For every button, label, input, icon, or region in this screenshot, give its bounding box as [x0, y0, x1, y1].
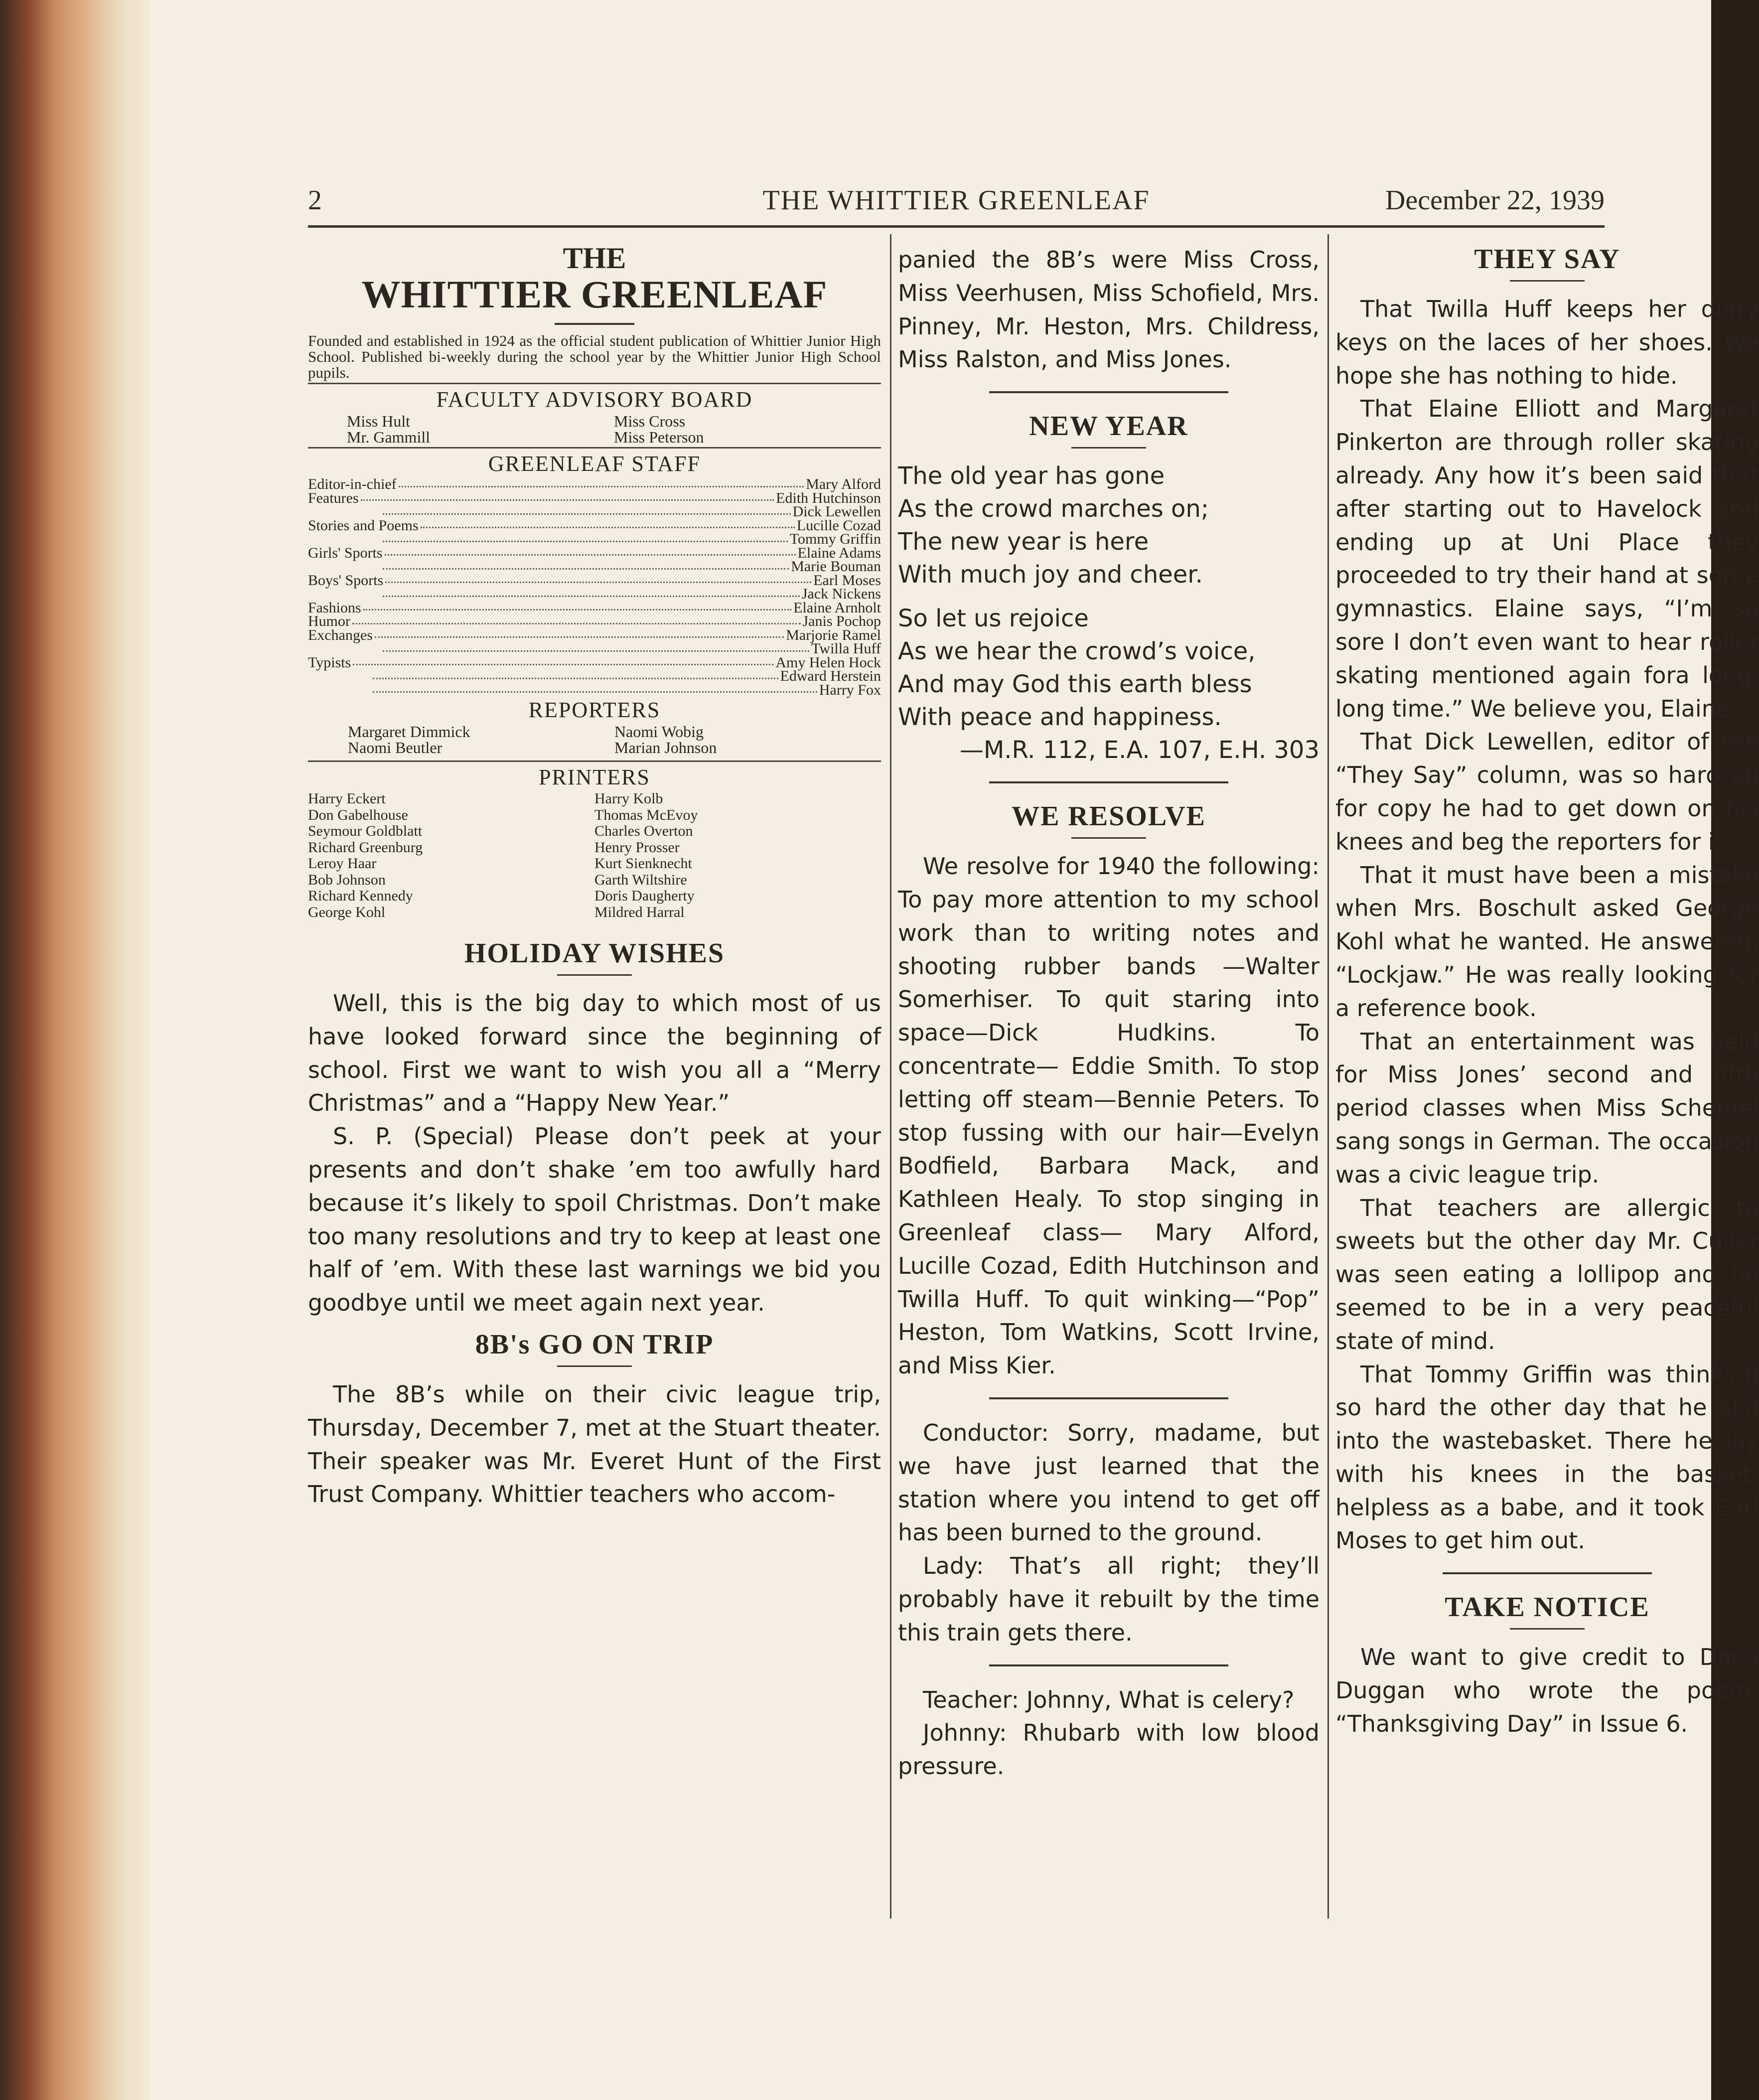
joke-line: Johnny: Rhubarb with low blood pressure. — [898, 1719, 1319, 1780]
printer-name: George Kohl — [308, 903, 386, 920]
article-paragraph: We resolve for 1940 the following: To pay more attention to my school work than to writing notes and shooting rubber bands —Walter Somerhiser. To quit staring into space—Dick Hudkins. To concentrate— Eddie Smith. To stop letting off steam—Bennie Peters. To stop fussing with our hair—Evelyn Bodfield, Barbara Mack, and Kathleen Healy. To stop singing in Greenleaf class— Mary Alford, Lucille Cozad, Edith Hutchinson and Twilla Huff. To quit winking—“Pop” Heston, Tom Watkins, Scott Irvine, and Miss Kier. — [898, 853, 1319, 1379]
article-heading: TAKE NOTICE — [1445, 1592, 1650, 1623]
printers-list — [308, 791, 881, 920]
article-paragraph: That an entertainment was held for Miss Jones’ second and fifth period classes when Miss Schemel sang songs in German. The occasion was a civic league trip. — [1335, 1028, 1759, 1188]
holiday-wishes-article — [308, 937, 881, 1320]
poem-line: As we hear the crowd’s voice, — [898, 637, 1256, 666]
article-paragraph: That teachers are allergic to sweets but the other day Mr. Culler was seen eating a lollipop and he seemed to be in a very peaceful state of mind. — [1335, 1194, 1759, 1354]
poem-line: With much joy and cheer. — [898, 561, 1203, 589]
printer-name: Henry Prosser — [594, 839, 680, 856]
section-rule — [989, 391, 1228, 393]
staff-row: Dick Lewellen — [308, 505, 881, 519]
faculty-heading: FACULTY ADVISORY BOARD — [436, 387, 753, 412]
joke-line: Lady: That’s all right; they’ll probably have it rebuilt by the time this train gets there. — [898, 1552, 1319, 1646]
newspaper-page — [149, 0, 1759, 2100]
printer-name: Richard Kennedy — [308, 888, 413, 904]
reporter-name: Margaret Dimmick — [348, 723, 470, 741]
staff-row: Harry Fox — [308, 683, 881, 697]
article-heading: 8B's GO ON TRIP — [475, 1329, 714, 1360]
reporter-name: Naomi Beutler — [348, 739, 442, 756]
staff-row: Boys' Sports Earl Moses — [308, 572, 881, 589]
poem-attribution: —M.R. 112, E.A. 107, E.H. 303 — [959, 736, 1319, 764]
printer-name: Garth Wiltshire — [594, 871, 687, 888]
printer-name: Leroy Haar — [308, 855, 377, 872]
staff-row: Typists Amy Helen Hock — [308, 654, 881, 671]
heading-rule — [557, 1365, 632, 1367]
printer-name: Don Gabelhouse — [308, 806, 408, 823]
staff-row: Twilla Huff — [308, 642, 881, 656]
staff-row: Fashions Elaine Arnholt — [308, 599, 881, 616]
book-binding-edge — [0, 0, 149, 2100]
staff-row: Stories and Poems Lucille Cozad — [308, 517, 881, 534]
page-header — [308, 184, 1605, 219]
newspaper-title: THE WHITTIER GREENLEAF — [762, 185, 1150, 216]
article-paragraph: That Dick Lewellen, editor of the “They Say” column, was so hard up for copy he had to get down on his knees and beg the reporters for it. — [1335, 728, 1759, 855]
staff-row: Editor-in-chief Mary Alford — [308, 476, 881, 492]
printer-name: Thomas McEvoy — [594, 806, 698, 823]
article-paragraph: The 8B’s while on their civic league trip, Thursday, December 7, met at the Stuart theater. Their speaker was Mr. Everet Hunt of the First Trust Company. Whittier teachers who accom- — [308, 1380, 881, 1508]
article-paragraph: Well, this is the big day to which most of us have looked forward since the beginning of school. First we want to wish you all a “Merry Christmas” and a “Happy New Year.” — [308, 990, 881, 1117]
jokes — [898, 1416, 1319, 1783]
heading-rule — [1071, 447, 1146, 449]
article-heading: THEY SAY — [1474, 244, 1620, 275]
reporter-name: Naomi Wobig — [614, 723, 704, 741]
column-3 — [1335, 243, 1759, 1938]
poem-line: With peace and happiness. — [898, 703, 1222, 732]
poem-line: As the crowd marches on; — [898, 495, 1209, 523]
printer-name: Harry Eckert — [308, 790, 386, 807]
reporters-heading: REPORTERS — [528, 698, 661, 722]
printer-name: Mildred Harral — [594, 903, 685, 920]
column-1 — [308, 243, 881, 1938]
issue-date: December 22, 1939 — [1385, 185, 1605, 216]
printer-name: Doris Daugherty — [594, 888, 695, 904]
printer-name: Charles Overton — [594, 823, 693, 839]
printer-name: Harry Kolb — [594, 790, 663, 807]
article-heading: NEW YEAR — [1029, 411, 1188, 442]
divider — [308, 760, 881, 762]
column-divider — [1327, 234, 1329, 1919]
article-paragraph: That Twilla Huff keeps her diary keys on the laces of her shoes. We hope she has nothing to hide. — [1335, 296, 1759, 389]
column-2-content — [898, 243, 1319, 1938]
masthead-line-2: WHITTIER GREENLEAF — [361, 273, 828, 316]
article-paragraph: That it must have been a mistake when Mrs. Boschult asked George Kohl what he wanted. He answered, “Lockjaw.” He was really looking for a reference book. — [1335, 861, 1759, 1022]
staff-row: Jack Nickens — [308, 587, 881, 601]
they-say-article — [1335, 243, 1759, 1557]
staff-row: Marie Bouman — [308, 560, 881, 574]
article-paragraph: We want to give credit to Doris Duggan who wrote the poem, “Thanksgiving Day” in Issue 6. — [1335, 1644, 1759, 1737]
printer-name: Seymour Goldblatt — [308, 823, 423, 839]
joke-line: Conductor: Sorry, madame, but we have just learned that the station where you intend to get off has been burned to the ground. — [898, 1419, 1319, 1546]
article-paragraph: That Elaine Elliott and Margaret Pinkerton are through roller skating already. Any how it’s been said that after starting out to Havelock and ending up at Uni Place they proceeded to try their hand at some gymnastics. Elaine says, “I’m so sore I don’t even want to hear roller skating mentioned again fora long, long time.” We believe you, Elaine. — [1335, 395, 1759, 722]
heading-rule — [1071, 837, 1146, 839]
reporters-list — [308, 724, 881, 755]
staff-row: Tommy Griffin — [308, 532, 881, 546]
page-number: 2 — [308, 185, 322, 216]
masthead — [308, 243, 881, 920]
article-heading: WE RESOLVE — [1012, 801, 1206, 832]
article-heading: HOLIDAY WISHES — [464, 938, 725, 969]
trip-article — [308, 1329, 881, 1511]
divider — [308, 383, 881, 384]
section-rule — [989, 1664, 1228, 1666]
printers-heading: PRINTERS — [539, 765, 650, 789]
faculty-list — [308, 413, 881, 445]
faculty-name: Mr. Gammill — [347, 428, 431, 446]
section-rule — [989, 781, 1228, 783]
faculty-name: Miss Hult — [347, 412, 411, 430]
staff-row: Humor Janis Pochop — [308, 613, 881, 629]
poem-line: So let us rejoice — [898, 604, 1089, 633]
staff-list — [308, 477, 881, 697]
divider — [308, 447, 881, 449]
article-paragraph: S. P. (Special) Please don’t peek at your presents and don’t shake ’em too awfully hard because it’s likely to spoil Christmas. Don’t make too many resolutions and try to keep at least one half of ’em. With these last warnings we bid you goodbye until we meet again next year. — [308, 1123, 881, 1317]
masthead-rule — [555, 323, 634, 325]
masthead-line-1: THE — [563, 242, 626, 275]
trip-article-continuation: panied the 8B’s were Miss Cross, Miss Veerhusen, Miss Schofield, Mrs. Pinney, Mr. Heston, Mrs. Childress, Miss Ralston, and Miss Jones. — [898, 246, 1319, 373]
joke-line: Teacher: Johnny, What is celery? — [923, 1686, 1295, 1713]
section-rule — [989, 1397, 1228, 1399]
heading-rule — [1510, 280, 1585, 282]
section-rule — [1443, 1572, 1652, 1574]
article-paragraph: That Tommy Griffin was thinking so hard the other day that he slid into the wastebasket. There he lay with his knees in the basket, helpless as a babe, and it took Earl Moses to get him out. — [1335, 1360, 1759, 1554]
column-divider — [890, 234, 891, 1919]
new-year-poem — [898, 410, 1319, 766]
heading-rule — [557, 974, 632, 976]
we-resolve-article — [898, 800, 1319, 1382]
staff-row: Exchanges Marjorie Ramel — [308, 626, 881, 643]
staff-row: Features Edith Hutchinson — [308, 489, 881, 506]
printer-name: Kurt Sienknecht — [594, 855, 692, 872]
heading-rule — [1510, 1628, 1585, 1630]
faculty-name: Miss Cross — [614, 412, 686, 430]
printer-name: Richard Greenburg — [308, 839, 423, 856]
header-rule — [308, 225, 1605, 228]
take-notice-article — [1335, 1591, 1759, 1740]
poem-line: The old year has gone — [898, 462, 1165, 490]
faculty-name: Miss Peterson — [614, 428, 704, 446]
staff-heading: GREENLEAF STAFF — [488, 451, 701, 476]
printer-name: Bob Johnson — [308, 871, 386, 888]
poem-line: And may God this earth bless — [898, 670, 1252, 699]
reporter-name: Marian Johnson — [614, 739, 717, 756]
staff-row: Girls' Sports Elaine Adams — [308, 544, 881, 561]
poem-line: The new year is here — [898, 528, 1149, 556]
founded-statement: Founded and established in 1924 as the official student publication of Whittier Junior High School. Published bi-weekly during the school year by the Whittier Junior High School pupils. — [308, 332, 881, 381]
staff-row: Edward Herstein — [308, 669, 881, 683]
